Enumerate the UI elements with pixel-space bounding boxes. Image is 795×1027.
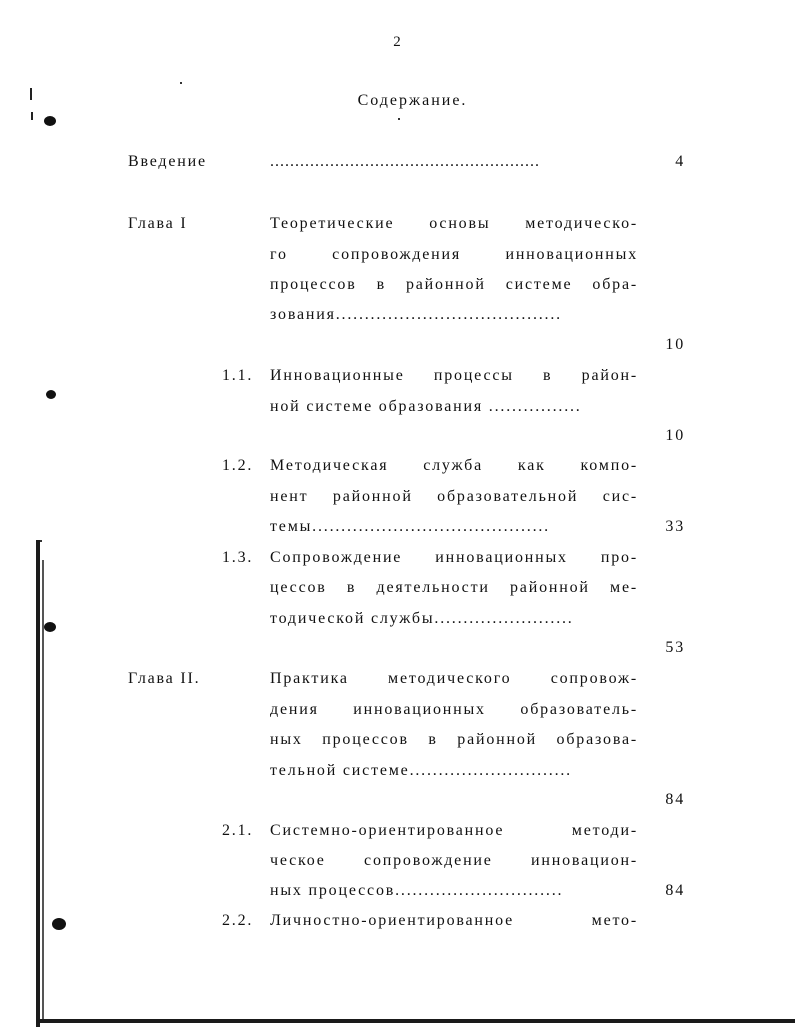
toc-ch1-line: Теоретические основы методическо- [270, 215, 638, 232]
toc-ch1-page: 10 [665, 336, 685, 353]
toc-ch2-line: Практика методического сопровож- [270, 670, 638, 687]
toc-s1-2-line: Методическая служба как компо- [270, 457, 638, 474]
toc-s1-3-line: Сопровождение инновационных про- [270, 549, 638, 566]
toc-ch2-line: тельной системе............................ [270, 762, 572, 779]
toc-s1-3-page: 53 [665, 639, 685, 656]
toc-intro-label: Введение [128, 153, 207, 170]
scan-binding-edge [36, 540, 40, 1027]
toc-ch1-line: го сопровождения инновационных [270, 246, 638, 263]
toc-s2-2-line: Личностно-ориентированное мето- [270, 912, 638, 929]
toc-s1-2-line: нент районной образовательной сис- [270, 488, 638, 505]
toc-s1-3-line: цессов в деятельности районной ме- [270, 579, 638, 596]
toc-ch2-page: 84 [665, 791, 685, 808]
toc-s1-3-line: тодической службы........................ [270, 610, 574, 627]
scan-speck [398, 118, 400, 120]
toc-ch1-label: Глава I [128, 215, 188, 232]
punch-hole-mark [46, 390, 56, 399]
toc-ch1-line: зования....................................... [270, 306, 562, 323]
toc-s1-3-number: 1.3. [222, 549, 254, 566]
toc-intro-leader: ...................................................... [270, 153, 540, 170]
scan-speck [40, 540, 42, 542]
toc-s2-1-number: 2.1. [222, 822, 254, 839]
scan-bottom-edge [36, 1019, 795, 1023]
toc-s1-1-page: 10 [665, 427, 685, 444]
toc-intro-page: 4 [675, 153, 685, 170]
scan-speck [180, 82, 182, 84]
toc-ch2-label: Глава II. [128, 670, 201, 687]
page-number: 2 [393, 34, 402, 50]
toc-s2-1-line: Системно-ориентированное методи- [270, 822, 638, 839]
toc-s1-2-number: 1.2. [222, 457, 254, 474]
toc-title: Содержание. [357, 92, 468, 109]
toc-s2-1-line: ных процессов............................. [270, 882, 564, 899]
toc-s1-2-page: 33 [665, 518, 685, 535]
toc-s2-1-line: ческое сопровождение инновацион- [270, 852, 638, 869]
toc-s2-2-number: 2.2. [222, 912, 254, 929]
punch-hole-mark [52, 918, 66, 930]
toc-ch2-line: ных процессов в районной образова- [270, 731, 638, 748]
toc-ch2-line: дения инновационных образователь- [270, 701, 638, 718]
punch-hole-mark [44, 116, 56, 126]
toc-s1-1-number: 1.1. [222, 367, 254, 384]
toc-ch1-line: процессов в районной системе обра- [270, 276, 638, 293]
punch-hole-mark [44, 622, 56, 632]
toc-s1-1-line: Инновационные процессы в район- [270, 367, 638, 384]
toc-s1-1-line: ной системе образования ................ [270, 398, 582, 415]
toc-s2-1-page: 84 [665, 882, 685, 899]
toc-s1-2-line: темы......................................... [270, 518, 550, 535]
scan-mark [31, 112, 33, 120]
